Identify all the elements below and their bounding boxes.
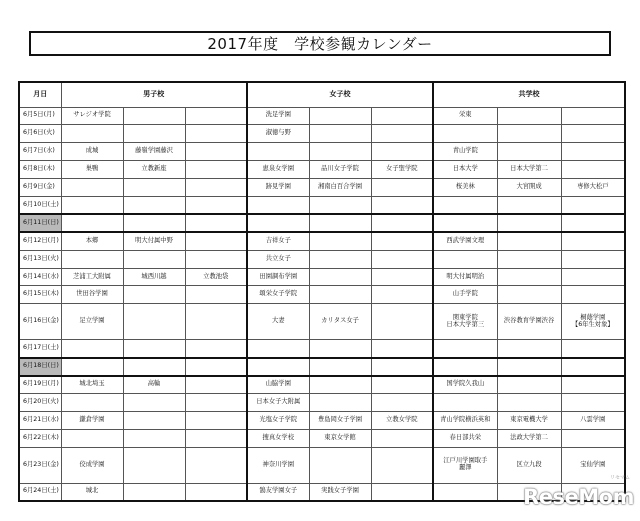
boys-school-cell (185, 125, 247, 143)
boys-school-cell: 立教池袋 (185, 268, 247, 286)
girls-school-cell: 光塩女子学院 (247, 411, 309, 429)
girls-school-cell (371, 393, 433, 411)
boys-school-cell (185, 340, 247, 358)
boys-school-cell (185, 214, 247, 232)
coed-school-cell (561, 125, 625, 143)
boys-school-cell: 立教新座 (123, 161, 185, 179)
resemom-logo-small: リセマム (610, 475, 630, 481)
coed-school-cell (561, 358, 625, 376)
school-name: 【6年生対象】 (571, 320, 614, 328)
girls-school-cell (247, 196, 309, 214)
boys-school-cell (123, 393, 185, 411)
school-visit-calendar (18, 81, 626, 502)
coed-school-cell: 大宮開成 (497, 179, 561, 197)
boys-school-cell (185, 107, 247, 125)
calendar-row (19, 340, 625, 358)
coed-school-cell: 八雲学園 (561, 411, 625, 429)
girls-school-cell (247, 143, 309, 161)
boys-school-cell (185, 250, 247, 268)
coed-school-cell (433, 250, 497, 268)
coed-school-cell: 区立九段 (497, 447, 561, 483)
coed-school-cell: 明大付属明治 (433, 268, 497, 286)
boys-school-cell: 世田谷学園 (61, 286, 123, 304)
boys-school-cell: 佼成学園 (61, 447, 123, 483)
boys-school-cell (61, 340, 123, 358)
header-girls: 女子校 (247, 82, 433, 107)
boys-school-cell (123, 107, 185, 125)
date-cell: 6月14日(水) (19, 268, 61, 286)
boys-school-cell: 藤嶺学園藤沢 (123, 143, 185, 161)
girls-school-cell (371, 340, 433, 358)
coed-school-cell (497, 232, 561, 250)
date-cell: 6月7日(水) (19, 143, 61, 161)
coed-school-cell (433, 447, 497, 483)
boys-school-cell: 本郷 (61, 232, 123, 250)
coed-school-cell (561, 393, 625, 411)
girls-school-cell (371, 179, 433, 197)
coed-school-cell (561, 340, 625, 358)
girls-school-cell (309, 286, 371, 304)
calendar-row (19, 214, 625, 232)
coed-school-cell (561, 250, 625, 268)
girls-school-cell: 跡見学園 (247, 179, 309, 197)
date-cell: 6月12日(月) (19, 232, 61, 250)
girls-school-cell (371, 196, 433, 214)
date-cell: 6月22日(木) (19, 429, 61, 447)
coed-school-cell: 宝仙学園 (561, 447, 625, 483)
girls-school-cell (247, 214, 309, 232)
girls-school-cell (371, 214, 433, 232)
coed-school-cell: 国学院久我山 (433, 376, 497, 394)
calendar-row (19, 107, 625, 125)
coed-school-cell: 東京電機大学 (497, 411, 561, 429)
date-cell: 6月21日(水) (19, 411, 61, 429)
boys-school-cell (185, 196, 247, 214)
boys-school-cell (185, 393, 247, 411)
calendar-row (19, 250, 625, 268)
boys-school-cell (185, 304, 247, 340)
boys-school-cell: 芝浦工大附属 (61, 268, 123, 286)
girls-school-cell: 女子聖学院 (371, 161, 433, 179)
girls-school-cell: 淑徳与野 (247, 125, 309, 143)
girls-school-cell: 洗足学園 (247, 107, 309, 125)
boys-school-cell (185, 411, 247, 429)
boys-school-cell (185, 429, 247, 447)
date-cell: 6月6日(火) (19, 125, 61, 143)
coed-school-cell: 日本大学第二 (497, 161, 561, 179)
coed-school-cell (497, 376, 561, 394)
date-cell: 6月9日(金) (19, 179, 61, 197)
coed-school-cell (561, 143, 625, 161)
school-name: 桐蔭学園 (580, 313, 606, 321)
boys-school-cell: 城西川越 (123, 268, 185, 286)
coed-school-cell (497, 107, 561, 125)
coed-school-cell (561, 196, 625, 214)
coed-school-cell (561, 268, 625, 286)
coed-school-cell: 栄東 (433, 107, 497, 125)
date-cell: 6月18日(日) (19, 358, 61, 376)
calendar-row (19, 376, 625, 394)
school-name: 江戸川学園取手 (443, 457, 488, 465)
calendar-row (19, 179, 625, 197)
girls-school-cell: 頌栄女子学院 (247, 286, 309, 304)
school-name: 関東学院 (452, 313, 478, 321)
coed-school-cell: 法政大学第二 (497, 429, 561, 447)
coed-school-cell (433, 358, 497, 376)
coed-school-cell (497, 393, 561, 411)
boys-school-cell (123, 358, 185, 376)
boys-school-cell: 城北埼玉 (61, 376, 123, 394)
boys-school-cell (123, 411, 185, 429)
coed-school-cell: 桜美林 (433, 179, 497, 197)
girls-school-cell (309, 393, 371, 411)
coed-school-cell (497, 340, 561, 358)
coed-school-cell (561, 376, 625, 394)
girls-school-cell (309, 376, 371, 394)
calendar-row (19, 411, 625, 429)
boys-school-cell (61, 179, 123, 197)
coed-school-cell (497, 358, 561, 376)
boys-school-cell (123, 250, 185, 268)
coed-school-cell: 日本大学 (433, 161, 497, 179)
coed-school-cell: 山手学院 (433, 286, 497, 304)
girls-school-cell (309, 125, 371, 143)
date-cell: 6月5日(月) (19, 107, 61, 125)
coed-school-cell (561, 304, 625, 340)
girls-school-cell (371, 304, 433, 340)
boys-school-cell (185, 143, 247, 161)
coed-school-cell (497, 125, 561, 143)
page-title: 2017年度 学校参観カレンダー (29, 31, 611, 56)
boys-school-cell (185, 376, 247, 394)
girls-school-cell (371, 286, 433, 304)
calendar-row (19, 393, 625, 411)
date-cell: 6月23日(金) (19, 447, 61, 483)
boys-school-cell: サレジオ学院 (61, 107, 123, 125)
coed-school-cell (561, 161, 625, 179)
coed-school-cell (561, 214, 625, 232)
coed-school-cell (561, 107, 625, 125)
girls-school-cell (309, 107, 371, 125)
calendar-row (19, 232, 625, 250)
girls-school-cell (371, 232, 433, 250)
coed-school-cell (433, 393, 497, 411)
boys-school-cell: 成城 (61, 143, 123, 161)
calendar-row (19, 429, 625, 447)
boys-school-cell (123, 447, 185, 483)
coed-school-cell (561, 286, 625, 304)
boys-school-cell (61, 125, 123, 143)
girls-school-cell (309, 196, 371, 214)
coed-school-cell: 青山学院 (433, 143, 497, 161)
boys-school-cell (123, 179, 185, 197)
boys-school-cell (123, 214, 185, 232)
girls-school-cell: カリタス女子 (309, 304, 371, 340)
girls-school-cell: 大妻 (247, 304, 309, 340)
boys-school-cell: 城北 (61, 483, 123, 501)
date-cell: 6月16日(金) (19, 304, 61, 340)
date-cell: 6月24日(土) (19, 483, 61, 501)
date-cell: 6月17日(土) (19, 340, 61, 358)
coed-school-cell: 青山学院横浜英和 (433, 411, 497, 429)
boys-school-cell (123, 286, 185, 304)
boys-school-cell (185, 483, 247, 501)
coed-school-cell (497, 143, 561, 161)
coed-school-cell: 渋谷教育学園渋谷 (497, 304, 561, 340)
girls-school-cell (371, 358, 433, 376)
boys-school-cell (61, 250, 123, 268)
date-cell: 6月20日(火) (19, 393, 61, 411)
boys-school-cell: 鎌倉学園 (61, 411, 123, 429)
girls-school-cell: 恵泉女学園 (247, 161, 309, 179)
boys-school-cell (123, 340, 185, 358)
coed-school-cell (561, 429, 625, 447)
boys-school-cell (61, 429, 123, 447)
girls-school-cell (309, 268, 371, 286)
girls-school-cell (309, 232, 371, 250)
school-name: 日本大学第三 (446, 320, 485, 328)
coed-school-cell (497, 268, 561, 286)
calendar-row (19, 447, 625, 483)
girls-school-cell (371, 376, 433, 394)
coed-school-cell (433, 340, 497, 358)
boys-school-cell (123, 429, 185, 447)
girls-school-cell (371, 429, 433, 447)
coed-school-cell (433, 196, 497, 214)
calendar-row (19, 286, 625, 304)
girls-school-cell (309, 143, 371, 161)
girls-school-cell: 東京女学館 (309, 429, 371, 447)
girls-school-cell (309, 447, 371, 483)
girls-school-cell: 品川女子学院 (309, 161, 371, 179)
boys-school-cell (185, 179, 247, 197)
coed-school-cell: 春日部共栄 (433, 429, 497, 447)
coed-school-cell (497, 196, 561, 214)
header-coed: 共学校 (433, 82, 625, 107)
girls-school-cell (309, 340, 371, 358)
coed-school-cell (497, 286, 561, 304)
calendar-row (19, 196, 625, 214)
coed-school-cell: 西武学園文理 (433, 232, 497, 250)
date-cell: 6月8日(木) (19, 161, 61, 179)
resemom-logo: ReseMom (523, 485, 634, 509)
boys-school-cell (123, 125, 185, 143)
girls-school-cell (371, 268, 433, 286)
school-name: 麗澤 (459, 464, 472, 472)
date-cell: 6月10日(土) (19, 196, 61, 214)
boys-school-cell (61, 358, 123, 376)
coed-school-cell (497, 214, 561, 232)
girls-school-cell (371, 447, 433, 483)
boys-school-cell: 明大付属中野 (123, 232, 185, 250)
girls-school-cell: 立教女学院 (371, 411, 433, 429)
calendar-row (19, 358, 625, 376)
girls-school-cell (247, 340, 309, 358)
boys-school-cell: 高輪 (123, 376, 185, 394)
boys-school-cell (185, 447, 247, 483)
coed-school-cell (433, 304, 497, 340)
girls-school-cell: 湘南白百合学園 (309, 179, 371, 197)
header-date: 月日 (19, 82, 61, 107)
girls-school-cell (309, 358, 371, 376)
boys-school-cell: 巣鴨 (61, 161, 123, 179)
calendar-row (19, 268, 625, 286)
girls-school-cell (371, 250, 433, 268)
date-cell: 6月13日(火) (19, 250, 61, 268)
girls-school-cell: 日本女子大附属 (247, 393, 309, 411)
calendar-row (19, 304, 625, 340)
girls-school-cell (371, 107, 433, 125)
date-cell: 6月15日(木) (19, 286, 61, 304)
date-cell: 6月11日(日) (19, 214, 61, 232)
boys-school-cell (61, 196, 123, 214)
coed-school-cell (497, 250, 561, 268)
calendar-row (19, 143, 625, 161)
boys-school-cell (123, 483, 185, 501)
boys-school-cell (61, 393, 123, 411)
girls-school-cell: 捜真女学校 (247, 429, 309, 447)
coed-school-cell (561, 232, 625, 250)
girls-school-cell (371, 125, 433, 143)
boys-school-cell (185, 232, 247, 250)
girls-school-cell: 山脇学園 (247, 376, 309, 394)
coed-school-cell (433, 483, 497, 501)
boys-school-cell: 足立学園 (61, 304, 123, 340)
boys-school-cell (123, 196, 185, 214)
girls-school-cell: 豊島岡女子学園 (309, 411, 371, 429)
girls-school-cell: 田園調布学園 (247, 268, 309, 286)
boys-school-cell (123, 304, 185, 340)
girls-school-cell: 神奈川学園 (247, 447, 309, 483)
header-boys: 男子校 (61, 82, 247, 107)
girls-school-cell (371, 143, 433, 161)
girls-school-cell: 共立女子 (247, 250, 309, 268)
coed-school-cell (433, 214, 497, 232)
calendar-row (19, 125, 625, 143)
coed-school-cell (433, 125, 497, 143)
header-row (19, 82, 625, 107)
boys-school-cell (185, 161, 247, 179)
girls-school-cell (309, 214, 371, 232)
boys-school-cell (185, 286, 247, 304)
calendar-row (19, 161, 625, 179)
girls-school-cell: 鵠友学園女子 (247, 483, 309, 501)
boys-school-cell (61, 214, 123, 232)
date-cell: 6月19日(月) (19, 376, 61, 394)
girls-school-cell (247, 358, 309, 376)
girls-school-cell (371, 483, 433, 501)
girls-school-cell: 吉祥女子 (247, 232, 309, 250)
boys-school-cell (185, 358, 247, 376)
girls-school-cell: 実践女子学園 (309, 483, 371, 501)
girls-school-cell (309, 250, 371, 268)
coed-school-cell: 専修大松戸 (561, 179, 625, 197)
